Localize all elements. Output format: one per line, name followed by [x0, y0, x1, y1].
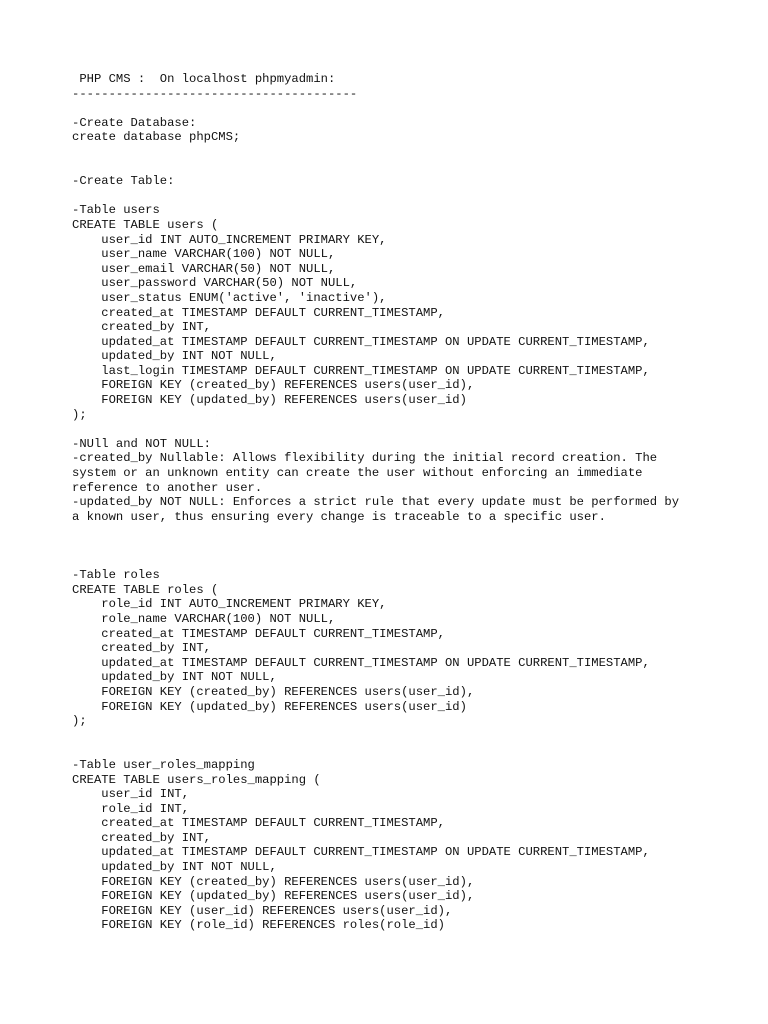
text-line: updated_by INT NOT NULL, — [72, 670, 277, 685]
text-line: -created_by Nullable: Allows flexibility during the initial record creation. The — [72, 451, 658, 466]
text-line: updated_at TIMESTAMP DEFAULT CURRENT_TIMESTAMP ON UPDATE CURRENT_TIMESTAMP, — [72, 845, 650, 860]
text-line: role_id INT, — [72, 801, 190, 816]
text-line: FOREIGN KEY (created_by) REFERENCES users(user_id), — [72, 378, 475, 393]
text-line — [72, 145, 732, 160]
text-line — [72, 160, 732, 175]
text-line: user_id INT, — [72, 787, 190, 802]
text-line: created_by INT, — [72, 641, 211, 656]
text-line: FOREIGN KEY (role_id) REFERENCES roles(role_id) — [72, 918, 445, 933]
text-line: user_password VARCHAR(50) NOT NULL, — [72, 276, 358, 291]
text-line: create database phpCMS; — [72, 130, 241, 145]
text-line: ); — [72, 714, 87, 729]
text-line: --------------------------------------- — [72, 86, 358, 101]
text-line — [72, 539, 732, 554]
text-line: created_at TIMESTAMP DEFAULT CURRENT_TIMESTAMP, — [72, 626, 445, 641]
text-line: CREATE TABLE users ( — [72, 217, 219, 232]
text-line: created_by INT, — [72, 830, 211, 845]
text-line: role_name VARCHAR(100) NOT NULL, — [72, 611, 336, 626]
text-line: -updated_by NOT NULL: Enforces a strict rule that every update must be performed by — [72, 495, 680, 510]
document-page — [72, 72, 732, 933]
text-line: FOREIGN KEY (updated_by) REFERENCES users(user_id), — [72, 889, 475, 904]
text-line — [72, 101, 732, 116]
text-line: role_id INT AUTO_INCREMENT PRIMARY KEY, — [72, 597, 387, 612]
text-line — [72, 729, 732, 744]
text-line: user_name VARCHAR(100) NOT NULL, — [72, 247, 336, 262]
text-line: FOREIGN KEY (created_by) REFERENCES users(user_id), — [72, 684, 475, 699]
text-line: user_id INT AUTO_INCREMENT PRIMARY KEY, — [72, 232, 387, 247]
text-line: created_by INT, — [72, 320, 211, 335]
text-line: FOREIGN KEY (updated_by) REFERENCES users(user_id) — [72, 699, 467, 714]
text-line: reference to another user. — [72, 480, 263, 495]
text-line: -Table users — [72, 203, 160, 218]
text-line: -Create Database: — [72, 115, 197, 130]
text-line — [72, 743, 732, 758]
text-line — [72, 524, 732, 539]
text-line: updated_at TIMESTAMP DEFAULT CURRENT_TIMESTAMP ON UPDATE CURRENT_TIMESTAMP, — [72, 655, 650, 670]
text-line: ); — [72, 407, 87, 422]
text-line: created_at TIMESTAMP DEFAULT CURRENT_TIMESTAMP, — [72, 816, 445, 831]
text-line: FOREIGN KEY (updated_by) REFERENCES users(user_id) — [72, 393, 467, 408]
text-line: CREATE TABLE users_roles_mapping ( — [72, 772, 321, 787]
text-line: CREATE TABLE roles ( — [72, 582, 219, 597]
text-line: -Table roles — [72, 568, 160, 583]
text-line: FOREIGN KEY (user_id) REFERENCES users(user_id), — [72, 903, 453, 918]
text-line — [72, 189, 732, 204]
text-line: updated_at TIMESTAMP DEFAULT CURRENT_TIMESTAMP ON UPDATE CURRENT_TIMESTAMP, — [72, 334, 650, 349]
text-line: user_status ENUM('active', 'inactive'), — [72, 290, 387, 305]
text-line: updated_by INT NOT NULL, — [72, 860, 277, 875]
text-line: updated_by INT NOT NULL, — [72, 349, 277, 364]
text-line: a known user, thus ensuring every change is traceable to a specific user. — [72, 509, 606, 524]
text-line: user_email VARCHAR(50) NOT NULL, — [72, 261, 336, 276]
text-line: FOREIGN KEY (created_by) REFERENCES users(user_id), — [72, 874, 475, 889]
text-line: created_at TIMESTAMP DEFAULT CURRENT_TIMESTAMP, — [72, 305, 445, 320]
text-line — [72, 554, 732, 569]
text-line: PHP CMS : On localhost phpmyadmin: — [72, 72, 336, 86]
text-line: -Create Table: — [72, 174, 175, 189]
text-line: -NUll and NOT NULL: — [72, 436, 211, 451]
text-line: last_login TIMESTAMP DEFAULT CURRENT_TIMESTAMP ON UPDATE CURRENT_TIMESTAMP, — [72, 363, 650, 378]
text-line: -Table user_roles_mapping — [72, 757, 255, 772]
text-line — [72, 422, 732, 437]
text-line: system or an unknown entity can create the user without enforcing an immediate — [72, 466, 643, 481]
